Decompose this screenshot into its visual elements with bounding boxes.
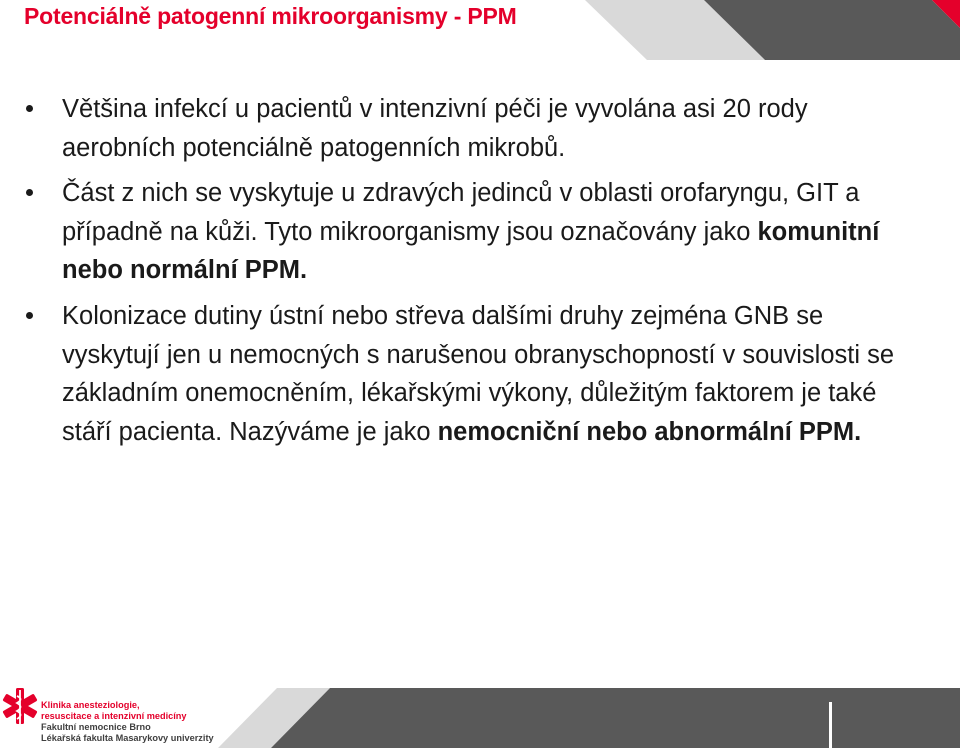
logo-line: Klinika anesteziologie, bbox=[41, 700, 140, 710]
institution-logo-text bbox=[41, 700, 214, 744]
bullet-text: Kolonizace dutiny ústní nebo střeva dalšími druhy zejména GNB se vyskytují jen u nemocných s narušenou obranyschopností v souvislosti se základním onemocněním, lékařskými výkony, důležitým faktorem je také stáří pacienta. Nazýváme je jako bbox=[62, 301, 895, 446]
bullet-dot bbox=[26, 312, 33, 319]
logo-line: Fakultní nemocnice Brno bbox=[41, 722, 151, 732]
bullet-emphasis: nemocniční nebo abnormální PPM. bbox=[437, 417, 862, 446]
bullet-dot bbox=[26, 189, 33, 196]
bullet-text: Většina infekcí u pacientů v intenzivní péči je vyvolána asi 20 rody aerobních potenciálně patogenních mikrobů. bbox=[62, 95, 808, 162]
bullet-text: Část z nich se vyskytuje u zdravých jedinců v oblasti orofaryngu, GIT a případně na kůži. Tyto mikroorganismy jsou označovány jako bbox=[62, 179, 860, 246]
bullet-item bbox=[26, 297, 926, 451]
bullet-list bbox=[26, 90, 926, 451]
bullet-item bbox=[26, 174, 926, 290]
footer-stripe-gray bbox=[271, 688, 960, 748]
bullet-emphasis: komunitní nebo normální PPM. bbox=[62, 217, 880, 285]
slide-title: Potenciálně patogenní mikroorganismy - PPM bbox=[24, 3, 517, 29]
logo-line: Lékařská fakulta Masarykovy univerzity bbox=[41, 733, 214, 743]
star-of-life-icon bbox=[0, 684, 40, 738]
logo-line: resuscitace a intenzivní medicíny bbox=[41, 711, 187, 721]
bullet-dot bbox=[26, 105, 33, 112]
footer-divider bbox=[829, 702, 832, 748]
bullet-item bbox=[26, 90, 926, 167]
